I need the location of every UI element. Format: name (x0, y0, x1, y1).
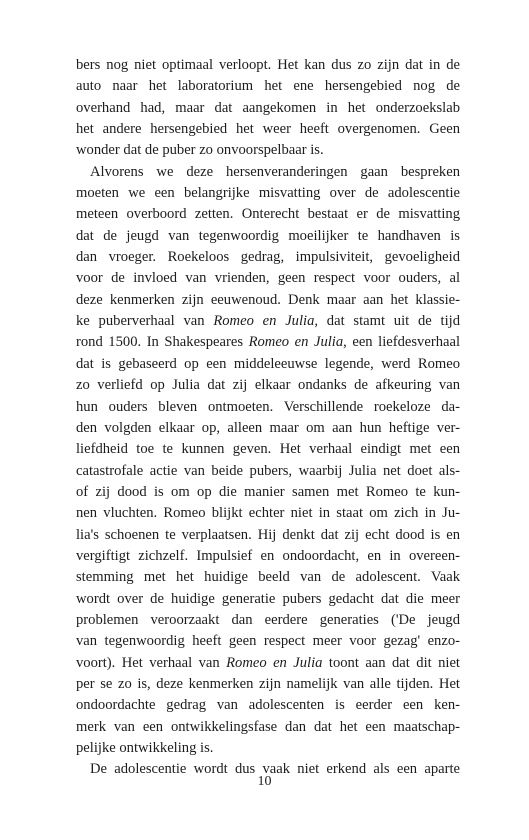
text-line: lia's schoenen te verplaatsen. Hij denkt dat zij echt dood is en (76, 526, 460, 543)
text-line: van tegenwoordig heeft geen respect meer voor gezag' enzo- (76, 633, 460, 650)
text-line: voor de invloed van vrienden, geen respect voor ouders, al (76, 270, 460, 287)
text-line: dat de jeugd van tegenwoordig moeilijker te handhaven is (76, 227, 460, 244)
text-line: het andere hersengebied het weer heeft overgenomen. Geen (76, 121, 460, 138)
text-line: stemming met het huidige beeld van de adolescent. Vaak (76, 569, 460, 586)
text-line: deze kenmerken zijn eeuwenoud. Denk maar aan het klassie- (76, 291, 460, 308)
text-line: overhand had, maar dat aangekomen in het onderzoekslab (76, 99, 460, 116)
text-line: meteen overboord zetten. Onterecht bestaat er de misvatting (76, 206, 460, 223)
text-line: ondoordachte gedrag van adolescenten is eerder een ken- (76, 697, 460, 714)
text-line: den volgden elkaar op, alleen maar om aan hun heftige ver- (76, 419, 460, 436)
text-line: zo verliefd op Julia dat zij elkaar ondanks de afkeuring van (76, 377, 460, 394)
body-text (76, 55, 460, 781)
page-number: 10 (257, 774, 272, 789)
text-line: dan vroeger. Roekeloos gedrag, impulsiviteit, gevoeligheid (76, 249, 460, 266)
text-line: rond 1500. In Shakespeares Romeo en Julia, een liefdesverhaal (76, 334, 460, 351)
text-line: bers nog niet optimaal verloopt. Het kan dus zo zijn dat in de (76, 57, 460, 73)
text-line: liefdheid toe te kunnen geven. Het verhaal eindigt met een (76, 441, 460, 458)
text-line: ke puberverhaal van Romeo en Julia, dat stamt uit de tijd (76, 313, 460, 330)
text-line: problemen veroorzaakt dan eerdere generaties ('De jeugd (76, 611, 460, 628)
text-line: moeten we een belangrijke misvatting over de adolescentie (76, 185, 460, 202)
text-line: vergiftigt zichzelf. Impulsief en ondoordacht, en in overeen- (76, 547, 460, 564)
text-line: De adolescentie wordt dus vaak niet erkend als een aparte (90, 761, 460, 778)
text-line: merk van een ontwikkelingsfase dan dat het een maatschap- (76, 718, 460, 735)
text-line: dat is gebaseerd op een middeleeuwse legende, werd Romeo (76, 355, 460, 372)
text-line: nen vluchten. Romeo blijkt echter niet in staat om zich in Ju- (76, 505, 460, 522)
text-line: wonder dat de puber zo onvoorspelbaar is. (76, 142, 324, 159)
text-line: per se zo is, deze kenmerken zijn namelijk van alle tijden. Het (76, 675, 460, 692)
text-line: of zij dood is om op die manier samen met Romeo te kun- (76, 483, 460, 500)
text-line: hun ouders bleven ontmoeten. Verschillende roekeloze da- (76, 398, 460, 415)
text-line: voort). Het verhaal van Romeo en Julia toont aan dat dit niet (76, 654, 460, 671)
text-line: Alvorens we deze hersenveranderingen gaan bespreken (90, 163, 460, 180)
text-line: wordt over de huidige generatie pubers gedacht dat die meer (76, 590, 460, 607)
text-line: catastrofale actie van beide pubers, waarbij Julia net doet als- (76, 462, 460, 479)
text-line: pelijke ontwikkeling is. (76, 740, 214, 756)
text-line: auto naar het laboratorium het ene hersengebied nog de (76, 78, 460, 95)
